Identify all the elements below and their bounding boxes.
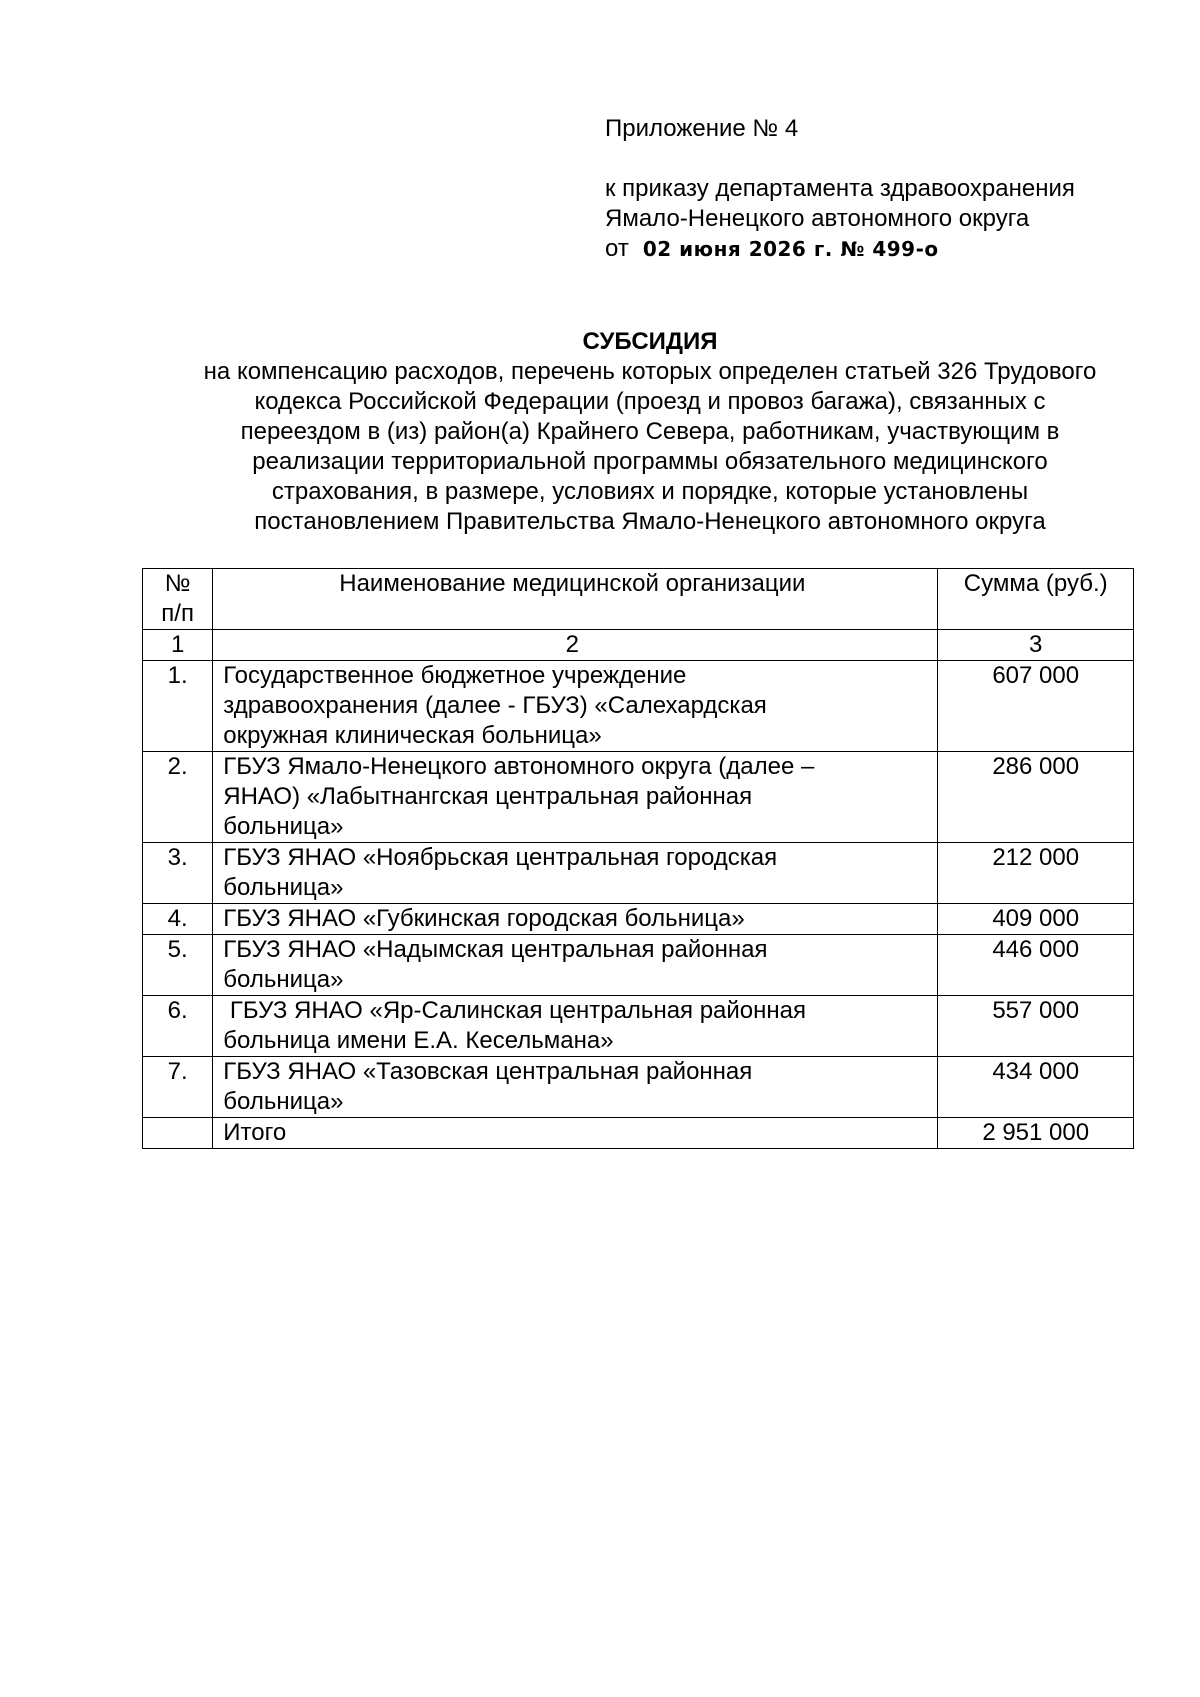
row-sum: 409 000 (938, 904, 1134, 935)
org-name-line: ГБУЗ ЯНАО «Надымская центральная районная (223, 936, 768, 963)
subtitle-line: страхования, в размере, условиях и порядке, которые установлены (271, 478, 1029, 505)
subtitle-line: переездом в (из) район(а) Крайнего Севера, работникам, участвующим в (240, 418, 1060, 445)
appendix-header (605, 114, 1075, 264)
org-name-line: ГБУЗ ЯНАО «Губкинская городская больница» (223, 905, 745, 932)
row-org-name (213, 1057, 938, 1118)
column-numbers-row (143, 630, 1134, 661)
table-row (143, 904, 1134, 935)
column-number: 2 (213, 630, 938, 661)
header-num (143, 569, 213, 630)
organizations-table (142, 568, 1134, 1149)
row-sum: 446 000 (938, 935, 1134, 996)
subtitle-line: реализации территориальной программы обязательного медицинского (252, 448, 1048, 475)
table-row (143, 752, 1134, 843)
org-name-line: ГБУЗ ЯНАО «Яр-Салинская центральная районная (223, 997, 807, 1024)
table-row (143, 935, 1134, 996)
org-name-line: окружная клиническая больница» (223, 722, 602, 749)
org-name-line: Государственное бюджетное учреждение (223, 662, 687, 689)
row-sum: 286 000 (938, 752, 1134, 843)
total-label: Итого (213, 1118, 938, 1149)
total-num-empty (143, 1118, 213, 1149)
row-org-name (213, 661, 938, 752)
header-name: Наименование медицинской организации (213, 569, 938, 630)
table-header-row (143, 569, 1134, 630)
org-name-line: ГБУЗ Ямало-Ненецкого автономного округа (далее – (223, 753, 815, 780)
total-sum: 2 951 000 (938, 1118, 1134, 1149)
row-num: 7. (143, 1057, 213, 1118)
table-row (143, 661, 1134, 752)
appendix-heading: Приложение № 4 (605, 115, 799, 142)
org-name-line: ГБУЗ ЯНАО «Ноябрьская центральная городская (223, 844, 778, 871)
order-line-1: к приказу департамента здравоохранения (605, 175, 1075, 202)
row-org-name (213, 843, 938, 904)
order-from-label: от (605, 235, 629, 262)
row-sum: 212 000 (938, 843, 1134, 904)
org-name-line: больница» (223, 1088, 344, 1115)
column-number: 3 (938, 630, 1134, 661)
table-row (143, 843, 1134, 904)
row-org-name (213, 904, 938, 935)
org-name-line: больница» (223, 874, 344, 901)
table-row (143, 1057, 1134, 1118)
subtitle-line: постановлением Правительства Ямало-Ненецкого автономного округа (254, 508, 1046, 535)
org-name-line: здравоохранения (далее - ГБУЗ) «Салехардская (223, 692, 767, 719)
order-date-line (605, 234, 1075, 264)
org-name-line: больница имени Е.А. Кесельмана» (223, 1027, 614, 1054)
row-num: 4. (143, 904, 213, 935)
org-name-line: больница» (223, 966, 344, 993)
total-row (143, 1118, 1134, 1149)
row-num: 6. (143, 996, 213, 1057)
header-num-line2: п/п (161, 600, 194, 627)
row-sum: 557 000 (938, 996, 1134, 1057)
row-num: 2. (143, 752, 213, 843)
row-num: 5. (143, 935, 213, 996)
document-subtitle (140, 357, 1160, 537)
subtitle-line: кодекса Российской Федерации (проезд и провоз багажа), связанных с (254, 388, 1046, 415)
table-row (143, 996, 1134, 1057)
org-name-line: ГБУЗ ЯНАО «Тазовская центральная районная (223, 1058, 753, 1085)
document-title: СУБСИДИЯ (582, 328, 718, 355)
header-sum: Сумма (руб.) (938, 569, 1134, 630)
row-num: 1. (143, 661, 213, 752)
row-org-name (213, 935, 938, 996)
row-org-name (213, 996, 938, 1057)
row-sum: 434 000 (938, 1057, 1134, 1118)
order-line-2: Ямало-Ненецкого автономного округа (605, 205, 1030, 232)
order-date: 02 июня 2026 г. № 499-о (642, 237, 939, 261)
header-num-line1: № (164, 570, 191, 597)
org-name-line: ЯНАО) «Лабытнангская центральная районная (223, 783, 753, 810)
org-name-line: больница» (223, 813, 344, 840)
subtitle-line: на компенсацию расходов, перечень которых определен статьей 326 Трудового (203, 358, 1097, 385)
row-num: 3. (143, 843, 213, 904)
row-sum: 607 000 (938, 661, 1134, 752)
column-number: 1 (143, 630, 213, 661)
row-org-name (213, 752, 938, 843)
